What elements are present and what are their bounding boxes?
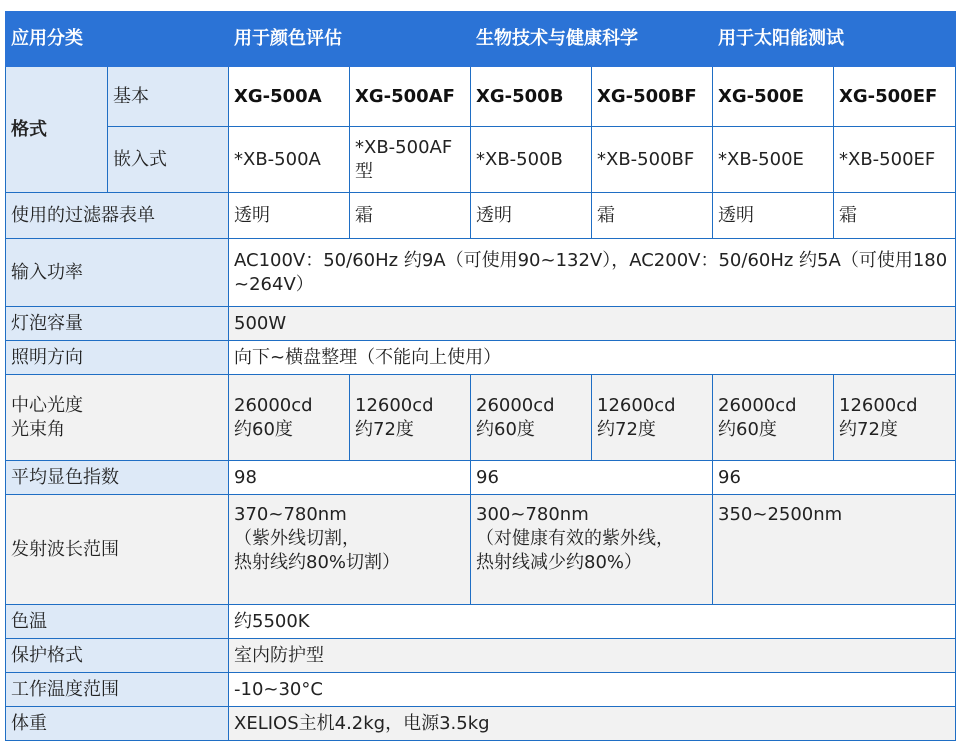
intensity-angle-4: 约72度 bbox=[597, 418, 656, 440]
model-basic-6: XG-500EF bbox=[834, 67, 956, 127]
filter-value-4: 霜 bbox=[592, 193, 713, 239]
header-bio-health: 生物技术与健康科学 bbox=[471, 12, 713, 67]
intensity-cell-4 bbox=[592, 375, 713, 461]
intensity-cd-2: 12600cd bbox=[355, 394, 434, 416]
protection-label: 保护格式 bbox=[6, 639, 229, 673]
intensity-cell-3 bbox=[471, 375, 592, 461]
direction-value: 向下~横盘整理（不能向上使用） bbox=[229, 341, 956, 375]
wavelength-bio-health-line3: 热射线减少约80%） bbox=[476, 552, 643, 573]
intensity-cd-4: 12600cd bbox=[597, 394, 676, 416]
intensity-angle-3: 约60度 bbox=[476, 418, 535, 440]
model-embedded-4: *XB-500BF bbox=[592, 127, 713, 193]
cri-row bbox=[6, 461, 956, 495]
direction-label: 照明方向 bbox=[6, 341, 229, 375]
filter-value-5: 透明 bbox=[713, 193, 834, 239]
model-embedded-2: *XB-500AF型 bbox=[350, 127, 471, 193]
protection-row bbox=[6, 639, 956, 673]
model-embedded-6: *XB-500EF bbox=[834, 127, 956, 193]
model-basic-1: XG-500A bbox=[229, 67, 350, 127]
protection-value: 室内防护型 bbox=[229, 639, 956, 673]
spec-table bbox=[5, 11, 956, 741]
model-basic-3: XG-500B bbox=[471, 67, 592, 127]
wavelength-color-eval bbox=[229, 495, 471, 605]
intensity-label-line1: 中心光度 bbox=[11, 394, 83, 416]
intensity-cd-6: 12600cd bbox=[839, 394, 918, 416]
model-basic-5: XG-500E bbox=[713, 67, 834, 127]
wavelength-solar-range: 350~2500nm bbox=[718, 504, 843, 525]
intensity-cell-6 bbox=[834, 375, 956, 461]
bulb-value: 500W bbox=[229, 307, 956, 341]
power-label: 输入功率 bbox=[6, 239, 229, 307]
model-embedded-3: *XB-500B bbox=[471, 127, 592, 193]
header-solar: 用于太阳能测试 bbox=[713, 12, 956, 67]
wavelength-color-eval-line2: （紫外线切割， bbox=[234, 528, 360, 549]
basic-label: 基本 bbox=[108, 67, 229, 127]
filter-value-3: 透明 bbox=[471, 193, 592, 239]
header-row bbox=[6, 12, 956, 67]
direction-row bbox=[6, 341, 956, 375]
intensity-label-line2: 光束角 bbox=[11, 418, 65, 440]
weight-value: XELIOS主机4.2kg，电源3.5kg bbox=[229, 707, 956, 741]
intensity-angle-2: 约72度 bbox=[355, 418, 414, 440]
wavelength-bio-health-line2: （对健康有效的紫外线， bbox=[476, 528, 674, 549]
intensity-angle-5: 约60度 bbox=[718, 418, 777, 440]
wavelength-bio-health bbox=[471, 495, 713, 605]
filter-value-1: 透明 bbox=[229, 193, 350, 239]
format-label: 格式 bbox=[6, 67, 108, 193]
wavelength-row bbox=[6, 495, 956, 605]
bulb-row bbox=[6, 307, 956, 341]
header-color-eval: 用于颜色评估 bbox=[229, 12, 471, 67]
op-temp-row bbox=[6, 673, 956, 707]
spec-table-container bbox=[5, 11, 956, 741]
intensity-cd-3: 26000cd bbox=[476, 394, 555, 416]
color-temp-row bbox=[6, 605, 956, 639]
filter-row bbox=[6, 193, 956, 239]
power-row bbox=[6, 239, 956, 307]
cri-label: 平均显色指数 bbox=[6, 461, 229, 495]
intensity-cell-2 bbox=[350, 375, 471, 461]
intensity-angle-1: 约60度 bbox=[234, 418, 293, 440]
filter-value-2: 霜 bbox=[350, 193, 471, 239]
cri-value-bio-health: 96 bbox=[471, 461, 713, 495]
bulb-label: 灯泡容量 bbox=[6, 307, 229, 341]
model-embedded-5: *XB-500E bbox=[713, 127, 834, 193]
embedded-label: 嵌入式 bbox=[108, 127, 229, 193]
color-temp-label: 色温 bbox=[6, 605, 229, 639]
header-category: 应用分类 bbox=[6, 12, 229, 67]
op-temp-label: 工作温度范围 bbox=[6, 673, 229, 707]
format-basic-row bbox=[6, 67, 956, 127]
color-temp-value: 约5500K bbox=[229, 605, 956, 639]
intensity-angle-6: 约72度 bbox=[839, 418, 898, 440]
intensity-row bbox=[6, 375, 956, 461]
intensity-cd-1: 26000cd bbox=[234, 394, 313, 416]
wavelength-label: 发射波长范围 bbox=[6, 495, 229, 605]
weight-row bbox=[6, 707, 956, 741]
intensity-label bbox=[6, 375, 229, 461]
filter-label: 使用的过滤器表单 bbox=[6, 193, 229, 239]
wavelength-color-eval-line3: 热射线约80%切割） bbox=[234, 552, 401, 573]
model-embedded-1: *XB-500A bbox=[229, 127, 350, 193]
wavelength-solar bbox=[713, 495, 956, 605]
weight-label: 体重 bbox=[6, 707, 229, 741]
wavelength-color-eval-range: 370~780nm bbox=[234, 504, 347, 525]
format-embedded-row bbox=[6, 127, 956, 193]
cri-value-solar: 96 bbox=[713, 461, 956, 495]
intensity-cd-5: 26000cd bbox=[718, 394, 797, 416]
filter-value-6: 霜 bbox=[834, 193, 956, 239]
intensity-cell-1 bbox=[229, 375, 350, 461]
intensity-cell-5 bbox=[713, 375, 834, 461]
wavelength-bio-health-range: 300~780nm bbox=[476, 504, 589, 525]
model-basic-2: XG-500AF bbox=[350, 67, 471, 127]
model-basic-4: XG-500BF bbox=[592, 67, 713, 127]
op-temp-value: -10~30°C bbox=[229, 673, 956, 707]
power-value: AC100V：50/60Hz 约9A（可使用90~132V），AC200V：50/60Hz 约5A（可使用180~264V） bbox=[229, 239, 956, 307]
cri-value-color-eval: 98 bbox=[229, 461, 471, 495]
